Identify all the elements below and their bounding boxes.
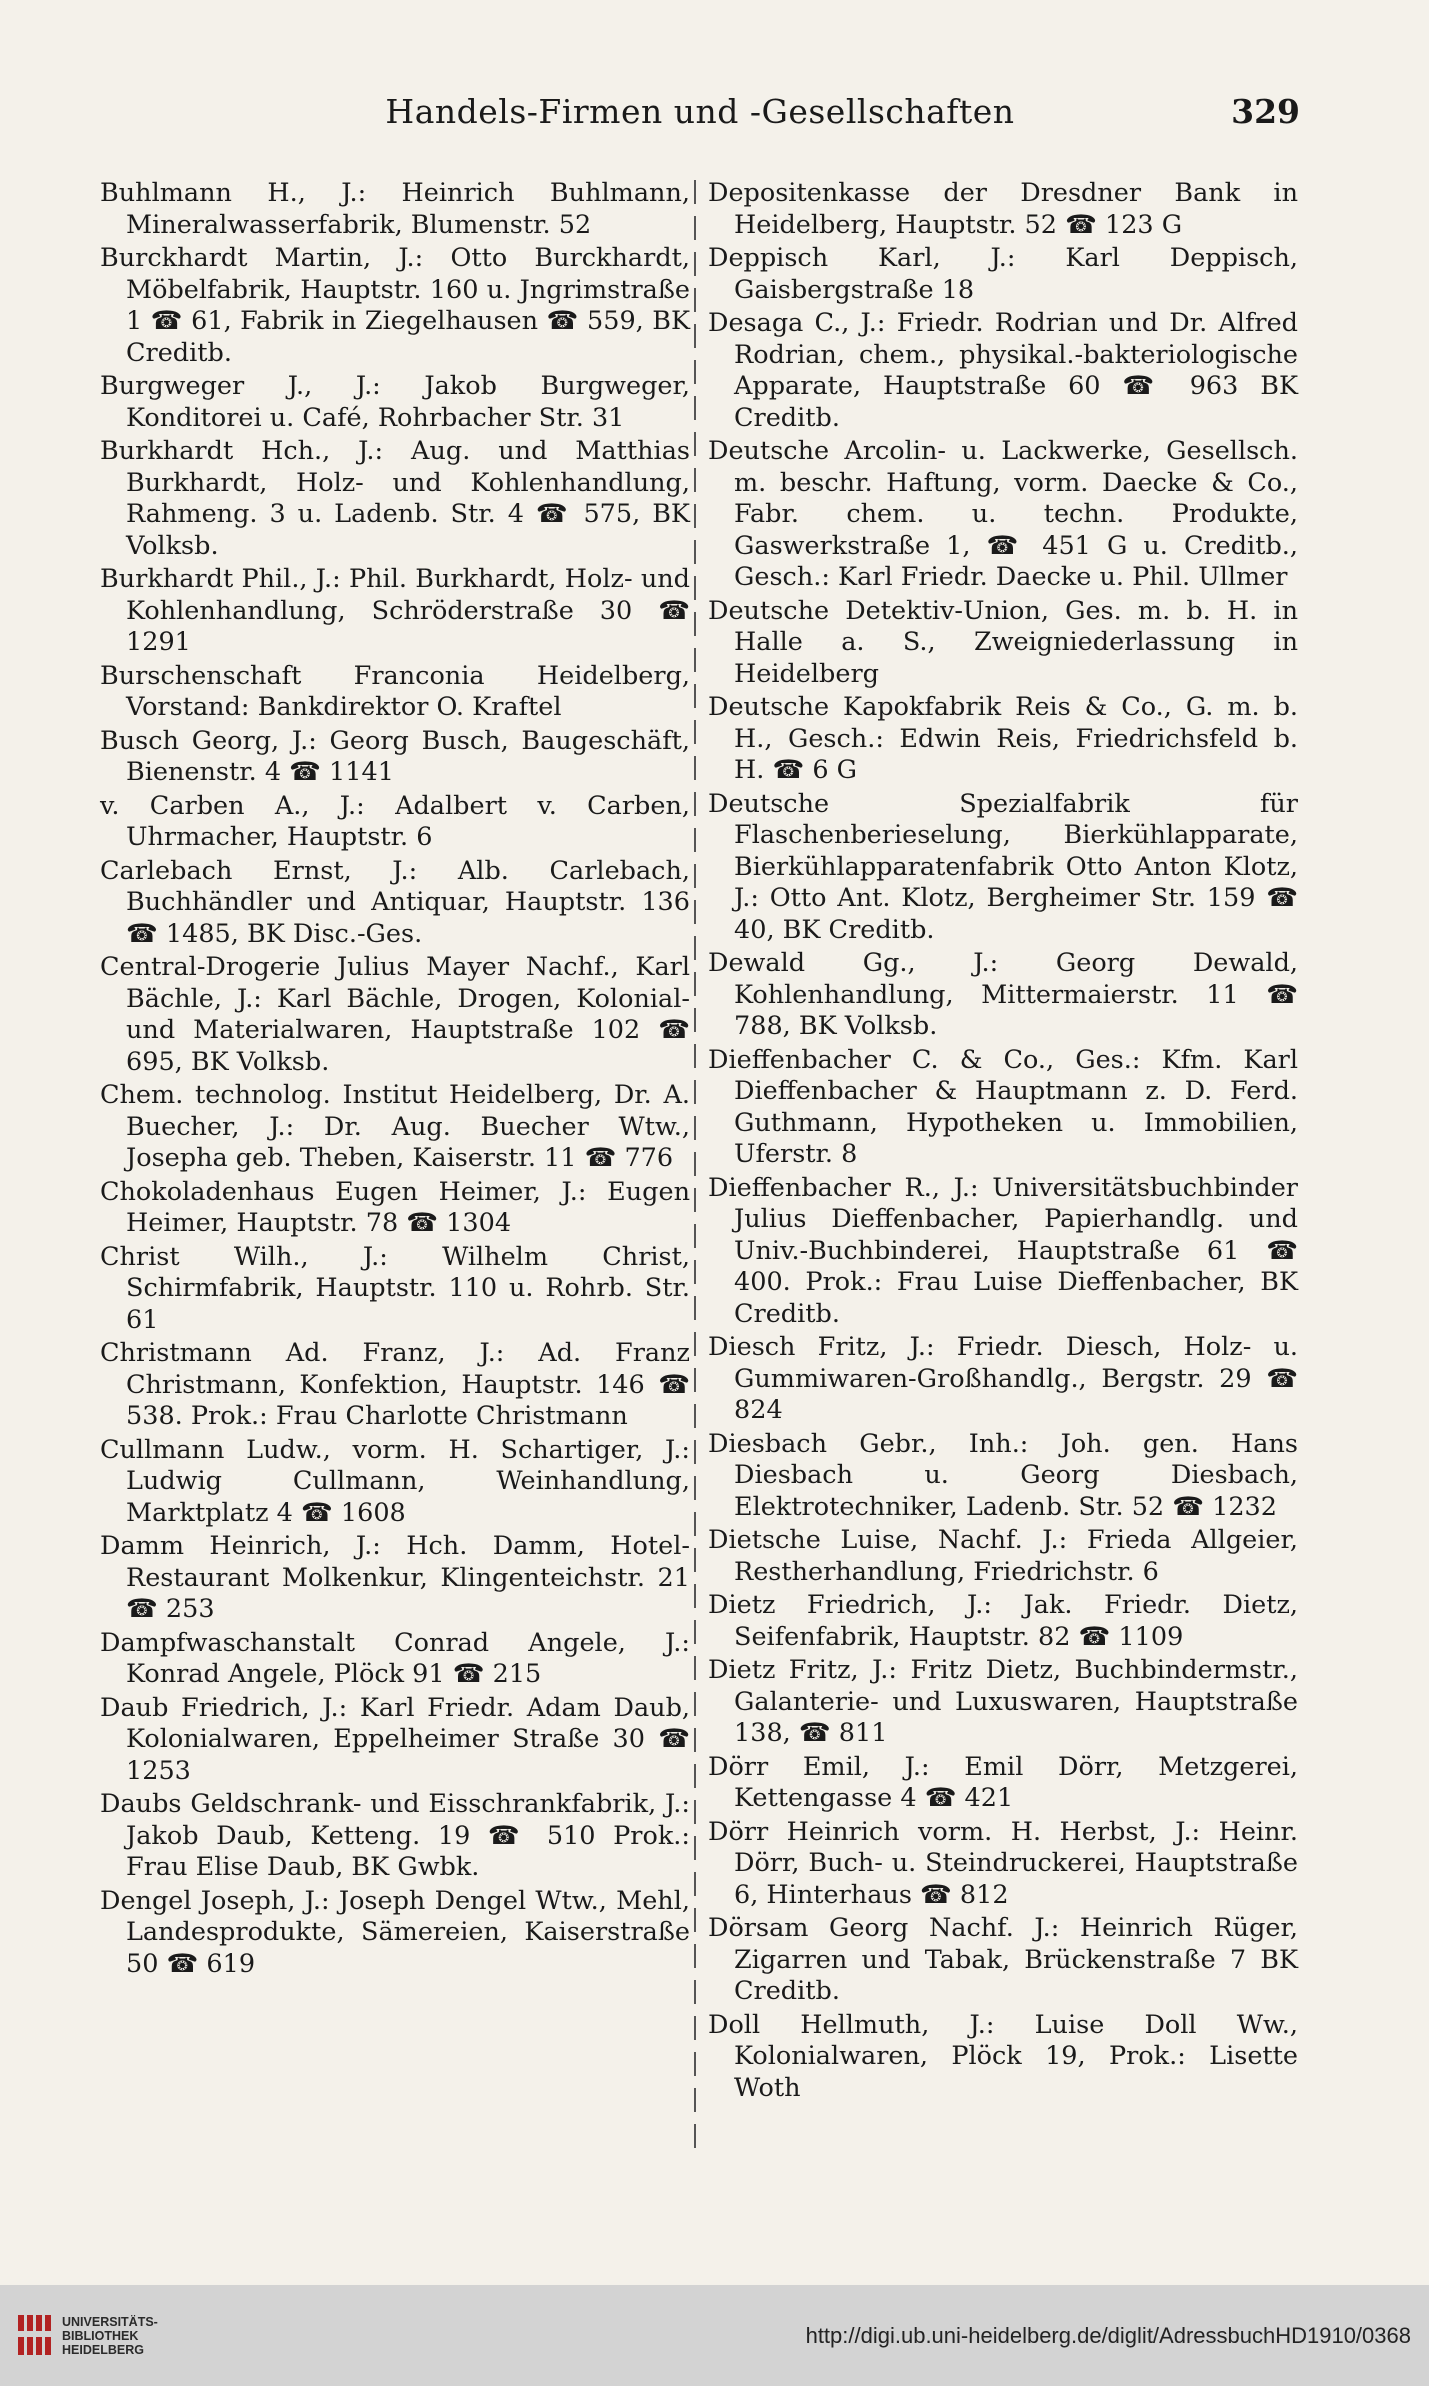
library-logo[interactable] bbox=[16, 2311, 196, 2367]
footer-bar bbox=[0, 2285, 1429, 2386]
directory-entry: Dörr Emil, J.: Emil Dörr, Metzgerei, Kettengasse 4 ☎ 421 bbox=[708, 1751, 1298, 1813]
running-title: Handels-Firmen und -Gesellschaften bbox=[385, 92, 1015, 131]
directory-entry: Deutsche Detektiv-Union, Ges. m. b. H. in Halle a. S., Zweigniederlassung in Heidelberg bbox=[708, 595, 1298, 689]
directory-entry: Dengel Joseph, J.: Joseph Dengel Wtw., Mehl, Landesprodukte, Sämereien, Kaiserstraße 50 ☎ 619 bbox=[100, 1885, 690, 1979]
directory-entry: Depositenkasse der Dresdner Bank in Heidelberg, Hauptstr. 52 ☎ 123 G bbox=[708, 178, 1298, 240]
directory-entry: Busch Georg, J.: Georg Busch, Baugeschäft, Bienenstr. 4 ☎ 1141 bbox=[100, 725, 690, 787]
logo-line: UNIVERSITÄTS- bbox=[62, 2315, 158, 2329]
directory-entry: Dieffenbacher C. & Co., Ges.: Kfm. Karl Dieffenbacher & Hauptmann z. D. Ferd. Guthmann, Hypotheken u. Immobilien, Uferstr. 8 bbox=[708, 1044, 1298, 1169]
directory-entry: Doll Hellmuth, J.: Luise Doll Ww., Kolonialwaren, Plöck 19, Prok.: Lisette Woth bbox=[708, 2009, 1298, 2103]
directory-entry: Deutsche Kapokfabrik Reis & Co., G. m. b. H., Gesch.: Edwin Reis, Friedrichsfeld b. H. ☎ 6 G bbox=[708, 692, 1298, 785]
directory-entry: Chem. technolog. Institut Heidelberg, Dr. A. Buecher, J.: Dr. Aug. Buecher Wtw., Josepha geb. Theben, Kaiserstr. 11 ☎ 776 bbox=[100, 1080, 690, 1173]
directory-entry: Diesch Fritz, J.: Friedr. Diesch, Holz- u. Gummiwaren-Großhandlg., Bergstr. 29 ☎ 824 bbox=[708, 1332, 1298, 1425]
directory-entry: Chokoladenhaus Eugen Heimer, J.: Eugen Heimer, Hauptstr. 78 ☎ 1304 bbox=[100, 1176, 690, 1238]
directory-entry: Christ Wilh., J.: Wilhelm Christ, Schirmfabrik, Hauptstr. 110 u. Rohrb. Str. 61 bbox=[100, 1241, 690, 1335]
university-library-logo-icon bbox=[16, 2311, 56, 2359]
directory-entry: Burschenschaft Franconia Heidelberg, Vorstand: Bankdirektor O. Kraftel bbox=[100, 660, 690, 722]
directory-entry: Damm Heinrich, J.: Hch. Damm, Hotel-Restaurant Molkenkur, Klingenteichstr. 21 ☎ 253 bbox=[100, 1531, 690, 1624]
directory-entry: Deppisch Karl, J.: Karl Deppisch, Gaisbergstraße 18 bbox=[708, 243, 1298, 305]
directory-entry: Desaga C., J.: Friedr. Rodrian und Dr. Alfred Rodrian, chem., physikal.-bakteriologische Apparate, Hauptstraße 60 ☎ 963 BK Creditb. bbox=[708, 308, 1298, 433]
left-column bbox=[100, 178, 690, 1982]
directory-entry: Dewald Gg., J.: Georg Dewald, Kohlenhandlung, Mittermaierstr. 11 ☎ 788, BK Volksb. bbox=[708, 948, 1298, 1041]
directory-entry: Cullmann Ludw., vorm. H. Schartiger, J.: Ludwig Cullmann, Weinhandlung, Marktplatz 4 ☎ 1608 bbox=[100, 1434, 690, 1528]
directory-entry: Buhlmann H., J.: Heinrich Buhlmann, Mineralwasserfabrik, Blumenstr. 52 bbox=[100, 178, 690, 240]
directory-entry: Burckhardt Martin, J.: Otto Burckhardt, Möbelfabrik, Hauptstr. 160 u. Jngrimstraße 1 ☎ 61, Fabrik in Ziegelhausen ☎ 559, BK Creditb. bbox=[100, 243, 690, 368]
directory-entry: Dietsche Luise, Nachf. J.: Frieda Allgeier, Restherhandlung, Friedrichstr. 6 bbox=[708, 1525, 1298, 1587]
directory-entry: Dörr Heinrich vorm. H. Herbst, J.: Heinr. Dörr, Buch- u. Steindruckerei, Hauptstraße 6, Hinterhaus ☎ 812 bbox=[708, 1816, 1298, 1910]
directory-entry: Burkhardt Hch., J.: Aug. und Matthias Burkhardt, Holz- und Kohlenhandlung, Rahmeng. 3 u. Ladenb. Str. 4 ☎ 575, BK Volksb. bbox=[100, 436, 690, 561]
directory-entry: Burgweger J., J.: Jakob Burgweger, Konditorei u. Café, Rohrbacher Str. 31 bbox=[100, 371, 690, 433]
directory-entry: Daubs Geldschrank- und Eisschrankfabrik, J.: Jakob Daub, Ketteng. 19 ☎ 510 Prok.: Frau Elise Daub, BK Gwbk. bbox=[100, 1789, 690, 1882]
directory-entry: Dietz Friedrich, J.: Jak. Friedr. Dietz, Seifenfabrik, Hauptstr. 82 ☎ 1109 bbox=[708, 1590, 1298, 1652]
directory-entry: Diesbach Gebr., Inh.: Joh. gen. Hans Diesbach u. Georg Diesbach, Elektrotechniker, Ladenb. Str. 52 ☎ 1232 bbox=[708, 1428, 1298, 1522]
directory-entry: Central-Drogerie Julius Mayer Nachf., Karl Bächle, J.: Karl Bächle, Drogen, Kolonial- und Materialwaren, Hauptstraße 102 ☎ 695, BK Volksb. bbox=[100, 952, 690, 1077]
directory-entry: Carlebach Ernst, J.: Alb. Carlebach, Buchhändler und Antiquar, Hauptstr. 136 ☎ 1485, BK Disc.-Ges. bbox=[100, 855, 690, 949]
directory-entry: Daub Friedrich, J.: Karl Friedr. Adam Daub, Kolonialwaren, Eppelheimer Straße 30 ☎ 1253 bbox=[100, 1692, 690, 1786]
directory-entry: Deutsche Spezialfabrik für Flaschenberieselung, Bierkühlapparate, Bierkühlapparatenfabrik Otto Anton Klotz, J.: Otto Ant. Klotz, Bergheimer Str. 159 ☎ 40, BK Creditb. bbox=[708, 788, 1298, 945]
logo-line: BIBLIOTHEK bbox=[62, 2329, 139, 2343]
library-name bbox=[62, 2315, 158, 2357]
column-divider bbox=[694, 180, 696, 2160]
page-number: 329 bbox=[1231, 92, 1300, 131]
logo-line: HEIDELBERG bbox=[62, 2343, 144, 2357]
directory-entry: Burkhardt Phil., J.: Phil. Burkhardt, Holz- und Kohlenhandlung, Schröderstraße 30 ☎ 1291 bbox=[100, 564, 690, 657]
directory-entry: Christmann Ad. Franz, J.: Ad. Franz Christmann, Konfektion, Hauptstr. 146 ☎ 538. Prok.: Frau Charlotte Christmann bbox=[100, 1338, 690, 1431]
directory-entry: Deutsche Arcolin- u. Lackwerke, Gesellsch. m. beschr. Haftung, vorm. Daecke & Co., Fabr. chem. u. techn. Produkte, Gaswerkstraße 1, ☎ 451 G u. Creditb., Gesch.: Karl Friedr. Daecke u. Phil. Ullmer bbox=[708, 436, 1298, 592]
right-column bbox=[708, 178, 1298, 2106]
directory-entry: v. Carben A., J.: Adalbert v. Carben, Uhrmacher, Hauptstr. 6 bbox=[100, 790, 690, 852]
permalink-url[interactable]: http://digi.ub.uni-heidelberg.de/diglit/AdressbuchHD1910/0368 bbox=[805, 2323, 1411, 2348]
directory-entry: Dörsam Georg Nachf. J.: Heinrich Rüger, Zigarren und Tabak, Brückenstraße 7 BK Creditb. bbox=[708, 1913, 1298, 2006]
directory-entry: Dampfwaschanstalt Conrad Angele, J.: Konrad Angele, Plöck 91 ☎ 215 bbox=[100, 1627, 690, 1689]
page-header bbox=[100, 92, 1300, 136]
directory-entry: Dietz Fritz, J.: Fritz Dietz, Buchbindermstr., Galanterie- und Luxuswaren, Hauptstraße 138, ☎ 811 bbox=[708, 1655, 1298, 1748]
directory-entry: Dieffenbacher R., J.: Universitätsbuchbinder Julius Dieffenbacher, Papierhandlg. und Univ.-Buchbinderei, Hauptstraße 61 ☎ 400. Prok.: Frau Luise Dieffenbacher, BK Creditb. bbox=[708, 1172, 1298, 1329]
